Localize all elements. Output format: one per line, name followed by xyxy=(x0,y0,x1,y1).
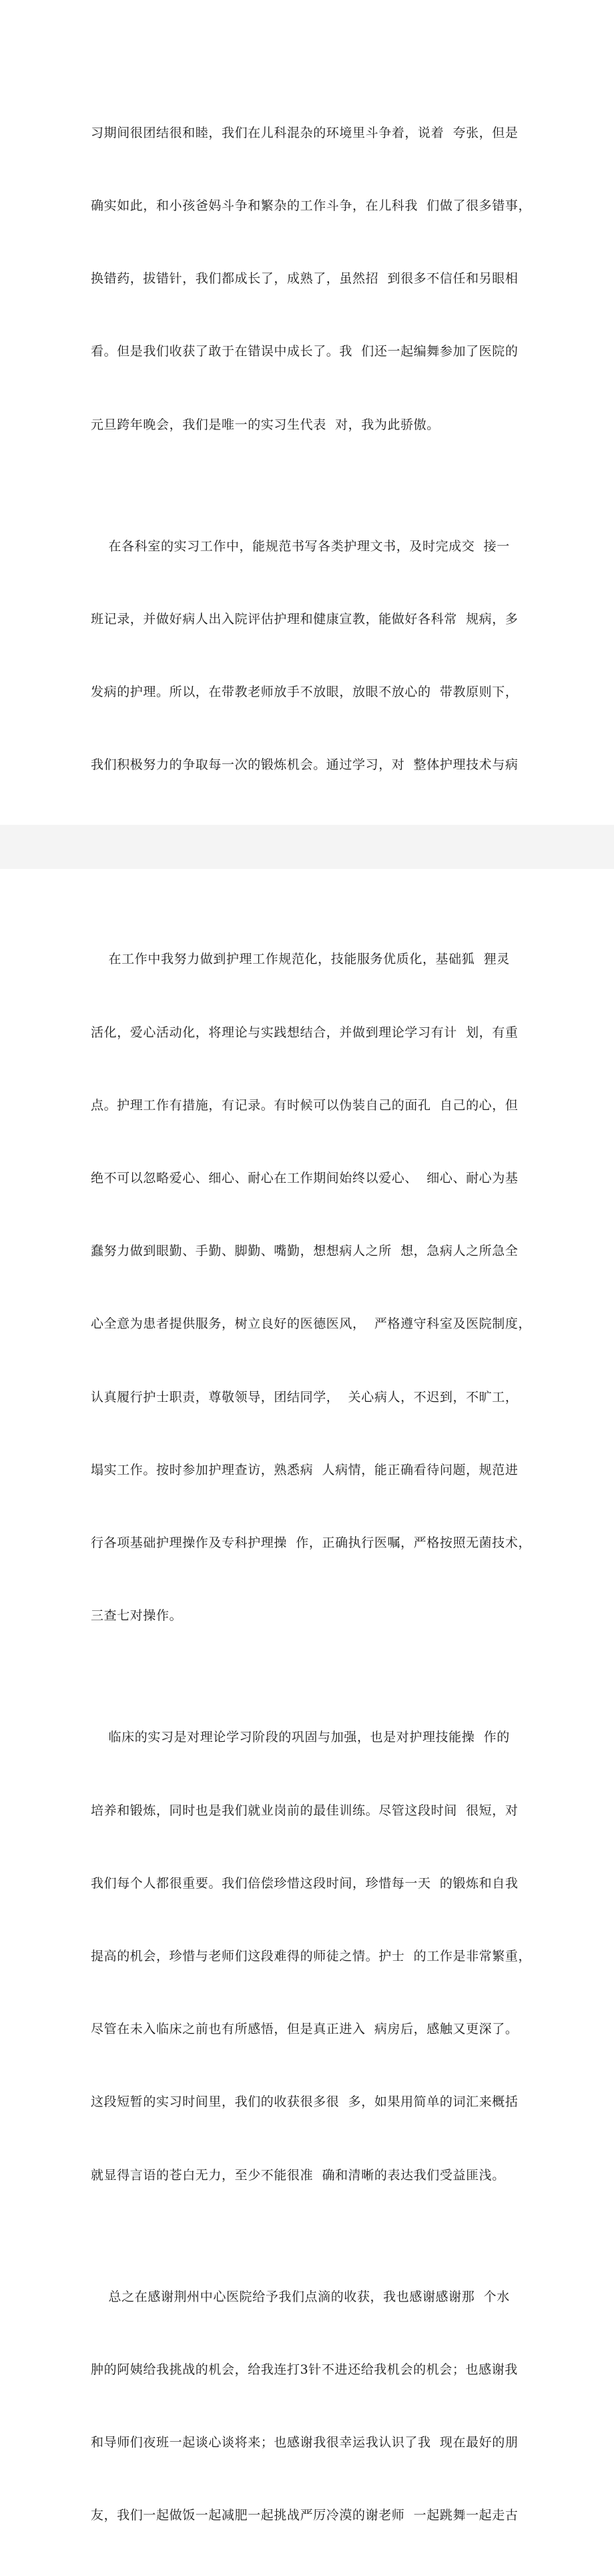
text-line: 总之在感谢荆州中心医院给予我们点滴的收获，我也感谢感谢那 个水 xyxy=(91,2289,510,2304)
text-line: 习期间很团结很和睦，我们在儿科混杂的环境里斗争着，说着 夸张，但是 xyxy=(91,125,519,140)
text-line: 绝不可以忽略爱心、细心、耐心在工作期间始终以爱心、 细心、耐心为基 xyxy=(91,1171,519,1186)
text-line: 活化，爱心活动化，将理论与实践想结合，并做到理论学习有计 划，有重 xyxy=(91,1025,519,1040)
text-line: 这段短暂的实习时间里，我们的收获很多很 多，如果用简单的词汇来概括 xyxy=(91,2094,519,2110)
page-bottom-band xyxy=(0,825,614,869)
text-line: 在工作中我努力做到护理工作规范化，技能服务优质化，基础狐 狸灵 xyxy=(91,952,510,967)
text-line: 班记录，并做好病人出入院评估护理和健康宣教，能做好各科常 规病，多 xyxy=(91,611,519,626)
text-line: 塌实工作。按时参加护理查访，熟悉病 人病情，能正确看待问题，规范进 xyxy=(91,1462,519,1477)
text-line: 我们每个人都很重要。我们倍偿珍惜这段时间，珍惜每一天 的锻炼和自我 xyxy=(91,1875,519,1891)
text-line: 元旦跨年晚会，我们是唯一的实习生代表 对，我为此骄傲。 xyxy=(91,417,440,432)
text-line: 点。护理工作有措施，有记录。有时候可以伪装自己的面孔 自己的心，但 xyxy=(91,1097,519,1113)
text-line: 临床的实习是对理论学习阶段的巩固与加强，也是对护理技能操 作的 xyxy=(91,1730,510,1745)
text-line: 和导师们夜班一起谈心谈将来；也感谢我很幸运我认识了我 现在最好的朋 xyxy=(91,2434,519,2450)
paragraph-1 xyxy=(91,72,531,486)
text-line: 蠢努力做到眼勤、手勤、脚勤、嘴勤，想想病人之所 想，急病人之所急全 xyxy=(91,1244,519,1259)
document-body xyxy=(91,72,531,2576)
text-line: 心全意为患者提供服务，树立良好的医德医风， 严格遵守科室及医院制度， xyxy=(91,1316,532,1332)
paragraph-3 xyxy=(91,899,531,1677)
text-line: 我们积极努力的争取每一次的锻炼机会。通过学习，对 整体护理技术与病 xyxy=(91,757,519,773)
text-line: 培养和锻炼，同时也是我们就业岗前的最佳训练。尽管这段时间 很短，对 xyxy=(91,1803,519,1818)
text-line: 行各项基础护理操作及专科护理操 作，正确执行医嘱，严格按照无菌技术， xyxy=(91,1535,532,1551)
text-line: 看。但是我们收获了敢于在错误中成长了。我 们还一起编舞参加了医院的 xyxy=(91,344,519,359)
text-line: 发病的护理。所以，在带教老师放手不放眼，放眼不放心的 带教原则下， xyxy=(91,685,519,700)
text-line: 提高的机会，珍惜与老师们这段难得的师徒之情。护士 的工作是非常繁重， xyxy=(91,1948,532,1964)
text-line: 友，我们一起做饭一起减肥一起挑战严厉冷漠的谢老师 一起跳舞一起走古 xyxy=(91,2508,519,2523)
text-line: 换错药，拔错针，我们都成长了，成熟了，虽然招 到很多不信任和另眼相 xyxy=(91,271,519,287)
paragraph-4 xyxy=(91,1677,531,2236)
text-line: 肿的阿姨给我挑战的机会，给我连打3针不进还给我机会的机会；也感谢我 xyxy=(91,2362,518,2377)
text-line: 就显得言语的苍白无力，至少不能很准 确和清晰的表达我们受益匪浅。 xyxy=(91,2167,505,2183)
paragraph-5 xyxy=(91,2236,531,2576)
text-line: 尽管在未入临床之前也有所感悟，但是真正进入 病房后，感触又更深了。 xyxy=(91,2022,519,2037)
text-line: 确实如此，和小孩爸妈斗争和繁杂的工作斗争，在儿科我 们做了很多错事， xyxy=(91,198,532,214)
text-line: 在各科室的实习工作中，能规范书写各类护理文书，及时完成交 接一 xyxy=(91,538,510,554)
text-line: 认真履行护士职责，尊敬领导，团结同学， 关心病人，不迟到，不旷工， xyxy=(91,1389,519,1405)
text-line: 三查七对操作。 xyxy=(91,1608,183,1624)
